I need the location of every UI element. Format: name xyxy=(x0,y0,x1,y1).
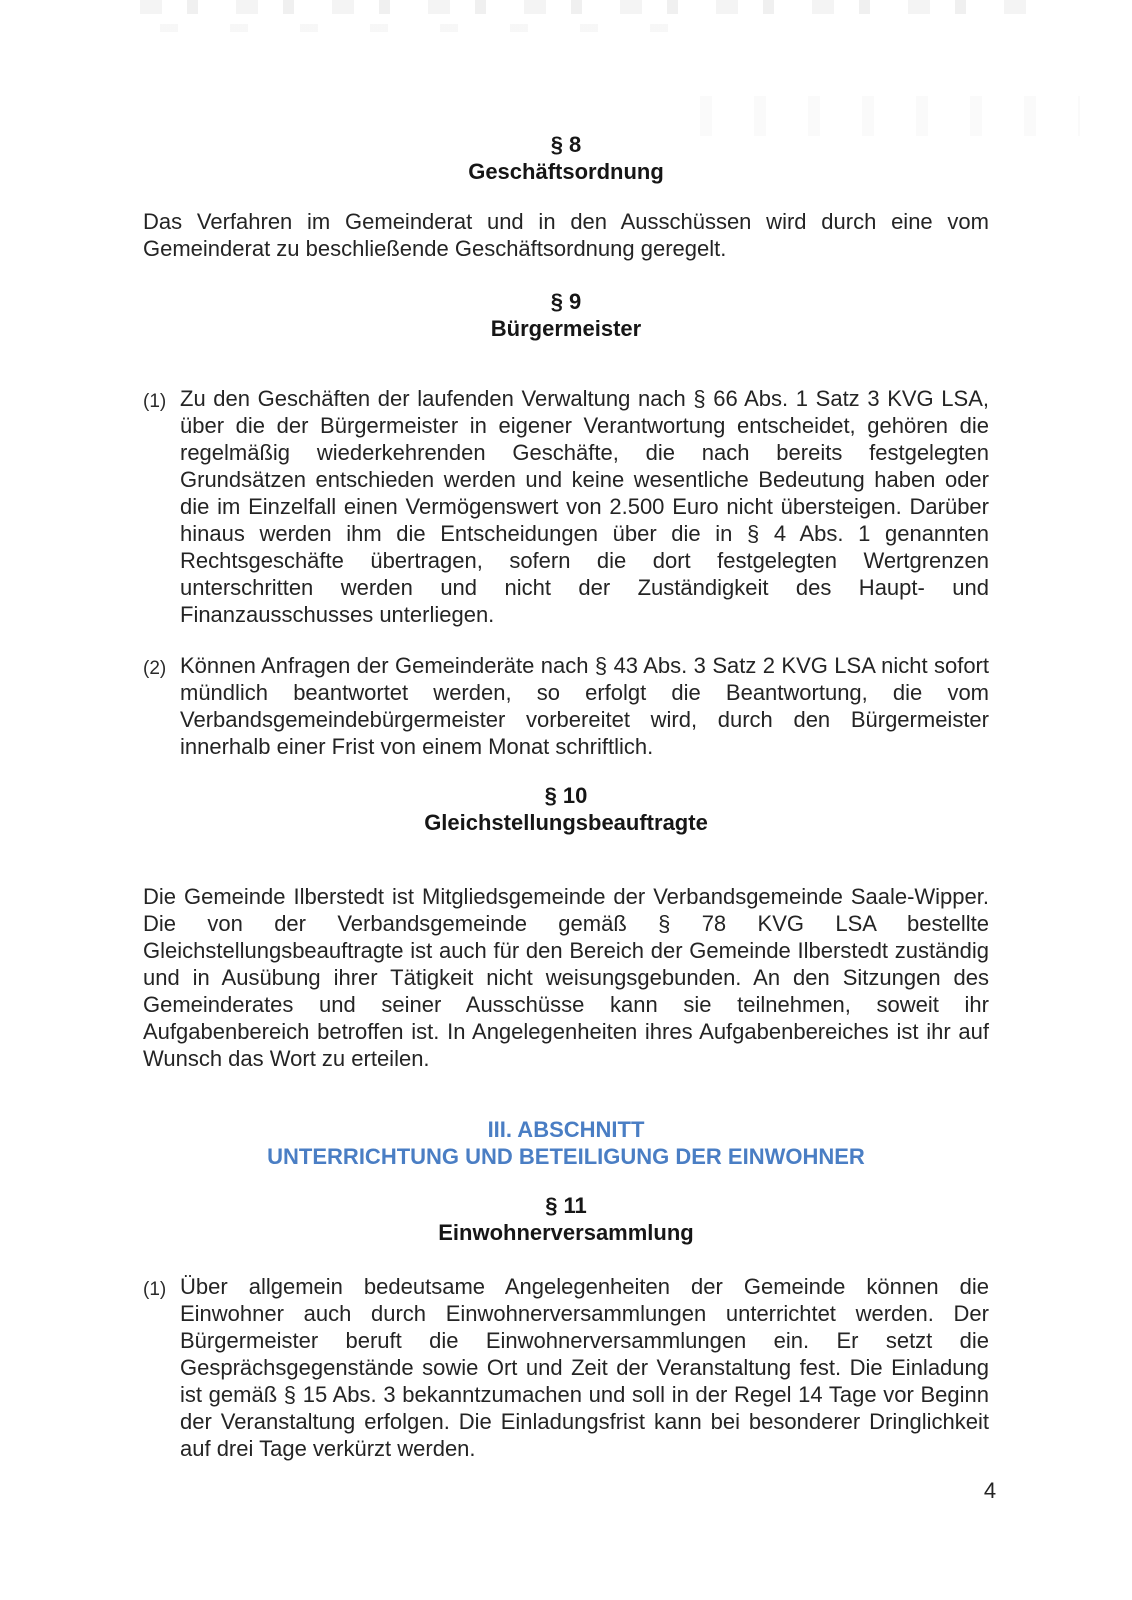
scan-artifact-strip-secondary xyxy=(160,24,680,32)
section-9-item-1 xyxy=(143,385,989,628)
section-9-title: Bürgermeister xyxy=(490,316,642,341)
section-10-number: § 10 xyxy=(544,783,588,808)
section-9-item-1-marker: (1) xyxy=(143,391,167,412)
abschnitt-3-line2: UNTERRICHTUNG UND BETEILIGUNG DER EINWOHNER xyxy=(267,1144,865,1169)
section-11-title: Einwohnerversammlung xyxy=(438,1220,694,1245)
section-10-heading xyxy=(0,782,1132,836)
section-11-heading xyxy=(0,1192,1132,1246)
section-8-title: Geschäftsordnung xyxy=(468,159,664,184)
section-9-heading xyxy=(0,288,1132,342)
section-9-item-2-text: Können Anfragen der Gemeinderäte nach § 43 Abs. 3 Satz 2 KVG LSA nicht sofort mündlich beantwortet werden, so erfolgt die Beantwortung, die vom Verbandsgemeindebürgermeister vorbereitet wird, durch den Bürgermeister innerhalb einer Frist von einem Monat schriftlich. xyxy=(180,653,989,759)
section-11-number: § 11 xyxy=(545,1193,587,1218)
abschnitt-3-heading xyxy=(0,1116,1132,1170)
section-8-body: Das Verfahren im Gemeinderat und in den Ausschüssen wird durch eine vom Gemeinderat zu beschließende Geschäftsordnung geregelt. xyxy=(143,209,989,261)
section-10-title: Gleichstellungsbeauftragte xyxy=(424,810,708,835)
section-9-number: § 9 xyxy=(550,289,582,314)
section-11-item-1 xyxy=(143,1273,989,1462)
section-9-item-2-marker: (2) xyxy=(143,658,167,679)
section-11-item-1-marker: (1) xyxy=(143,1279,167,1300)
section-8-number: § 8 xyxy=(550,132,582,157)
section-11-item-1-text: Über allgemein bedeutsame Angelegenheiten der Gemeinde können die Einwohner auch durch Einwohnerversammlungen unterrichtet werden. Der Bürgermeister beruft die Einwohnerversammlungen ein. Er setzt die Gesprächsgegenstände sowie Ort und Zeit der Veranstaltung fest. Die Einladung ist gemäß § 15 Abs. 3 bekanntzumachen und soll in der Regel 14 Tage vor Beginn der Veranstaltung erfolgen. Die Einladungsfrist kann bei besonderer Dringlichkeit auf drei Tage verkürzt werden. xyxy=(180,1274,989,1461)
page-number: 4 xyxy=(983,1478,997,1503)
section-9-item-1-text: Zu den Geschäften der laufenden Verwaltung nach § 66 Abs. 1 Satz 3 KVG LSA, über die der Bürgermeister in eigener Verantwortung entscheidet, gehören die regelmäßig wiederkehrenden Geschäfte, die nach bereits festgelegten Grundsätzen entschieden werden und keine wesentliche Bedeutung haben oder die im Einzelfall einen Vermögenswert von 2.500 Euro nicht übersteigen. Darüber hinaus werden ihm die Entscheidungen über die in § 4 Abs. 1 genannten Rechtsgeschäfte übertragen, sofern die dort festgelegten Wertgrenzen unterschritten werden und nicht der Zuständigkeit des Haupt- und Finanzausschusses unterliegen. xyxy=(180,386,989,627)
section-8-heading xyxy=(0,131,1132,185)
abschnitt-3-line1: III. ABSCHNITT xyxy=(487,1117,645,1142)
section-10-body: Die Gemeinde Ilberstedt ist Mitgliedsgemeinde der Verbandsgemeinde Saale-Wipper. Die von der Verbandsgemeinde gemäß § 78 KVG LSA bestellte Gleichstellungsbeauftragte ist auch für den Bereich der Gemeinde Ilberstedt zuständig und in Ausübung ihrer Tätigkeit nicht weisungsgebunden. An den Sitzungen des Gemeinderates und seiner Ausschüsse kann sie teilnehmen, soweit ihr Aufgabenbereich betroffen ist. In Angelegenheiten ihres Aufgabenbereiches ist ihr auf Wunsch das Wort zu erteilen. xyxy=(143,884,989,1071)
scan-artifact-smudge xyxy=(700,96,1080,136)
scan-artifact-strip xyxy=(140,0,1040,14)
section-9-item-2 xyxy=(143,652,989,760)
